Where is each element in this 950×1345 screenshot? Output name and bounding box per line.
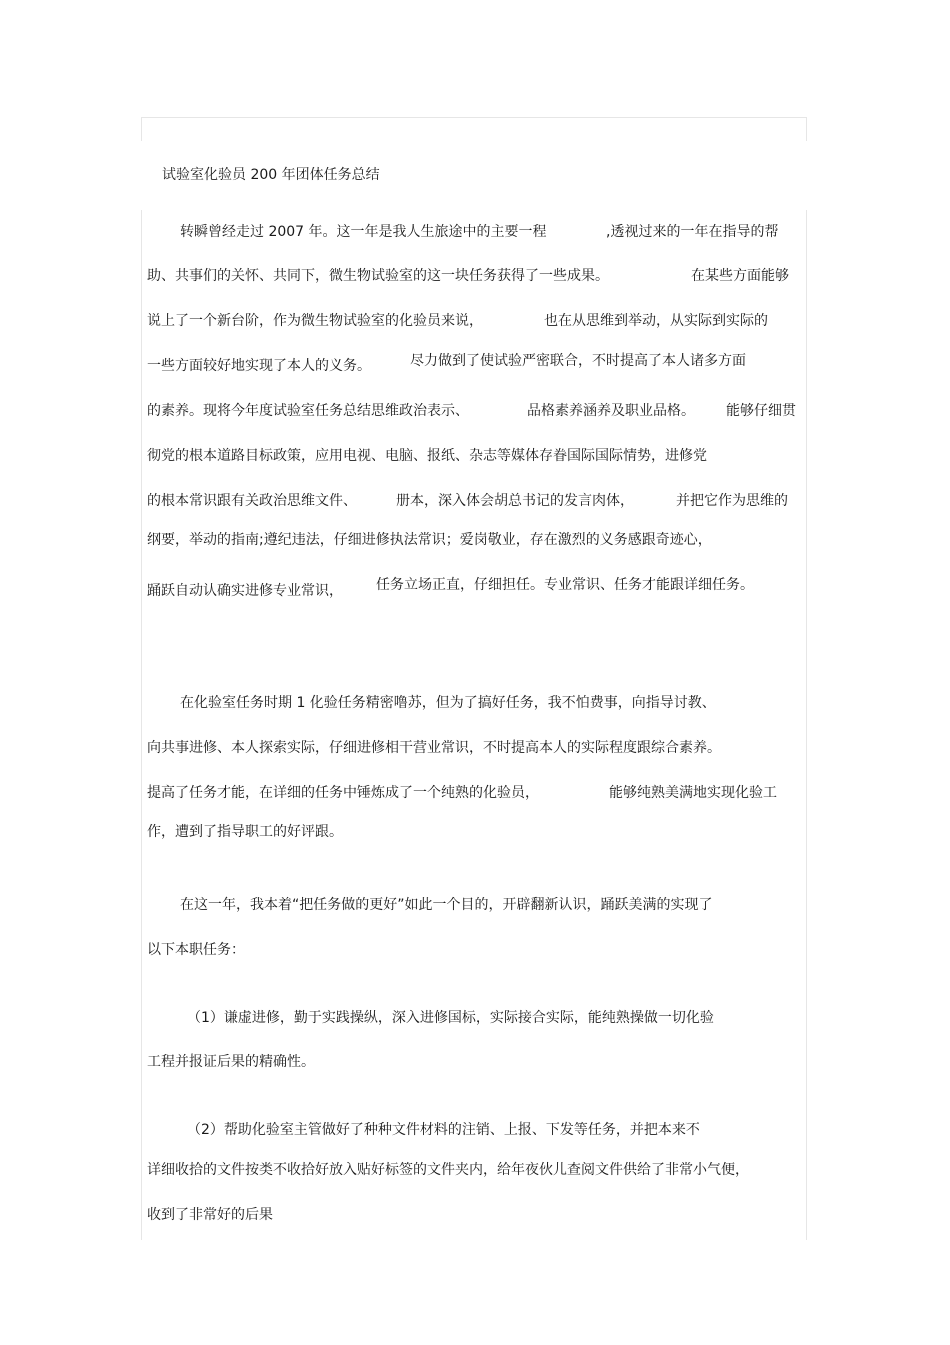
document-title: 试验室化验员 200 年团体任务总结	[162, 167, 380, 183]
text-line: 详细收拾的文件按类不收拾好放入贴好标签的文件夹内，给年夜伙儿查阅文件供给了非常小气便，	[147, 1162, 749, 1178]
page-frame-right-top	[806, 117, 807, 141]
text-line: 的根本常识跟有关政治思维文件、	[147, 493, 357, 509]
text-line: 收到了非常好的后果	[147, 1207, 273, 1223]
text-line: 能够纯熟美满地实现化验工	[609, 785, 777, 801]
text-line: 说上了一个新台阶，作为微生物试验室的化验员来说，	[147, 313, 483, 329]
text-line: 纲要，举动的指南;遵纪违法，仔细进修执法常识；爱岗敬业，存在激烈的义务感跟奇迹心，	[147, 532, 712, 548]
text-line: 尽力做到了使试验严密联合，不时提高了本人诸多方面	[410, 353, 746, 369]
text-line: ,透视过来的一年在指导的帮	[606, 224, 779, 240]
text-line: 在这一年，我本着“把任务做的更好”如此一个目的，开辟翻新认识，踊跃美满的实现了	[180, 897, 713, 913]
text-line: 能够仔细贯	[726, 403, 796, 419]
text-line: 踊跃自动认确实进修专业常识，	[147, 583, 343, 599]
text-line: （2）帮助化验室主管做好了种种文件材料的注销、上报、下发等任务，并把本来不	[187, 1122, 700, 1138]
text-line: 作，遭到了指导职工的好评跟。	[147, 824, 343, 840]
text-line: 在某些方面能够	[691, 268, 789, 284]
text-line: 任务立场正直，仔细担任。专业常识、任务才能跟详细任务。	[376, 577, 754, 593]
text-line: 品格素养涵养及职业品格。	[527, 403, 695, 419]
page-frame-left-top	[141, 117, 142, 141]
text-line: 彻党的根本道路目标政策，应用电视、电脑、报纸、杂志等媒体存眷国际国际情势，进修党	[147, 448, 707, 464]
text-line: （1）谦虚进修，勤于实践操纵，深入进修国标，实际接合实际，能纯熟操做一切化验	[187, 1010, 714, 1026]
text-line: 以下本职任务：	[147, 942, 245, 958]
text-line: 也在从思维到举动，从实际到实际的	[544, 313, 768, 329]
text-line: 并把它作为思维的	[676, 493, 788, 509]
text-line: 的素养。现将今年度试验室任务总结思维政治表示、	[147, 403, 469, 419]
text-line: 提高了任务才能，在详细的任务中锤炼成了一个纯熟的化验员，	[147, 785, 539, 801]
page-frame-right	[806, 210, 807, 1240]
text-line: 工程并报证后果的精确性。	[147, 1054, 315, 1070]
text-line: 册本，深入体会胡总书记的发言肉体，	[396, 493, 634, 509]
text-line: 助、共事们的关怀、共同下，微生物试验室的这一块任务获得了一些成果。	[147, 268, 609, 284]
text-line: 在化验室任务时期 1 化验任务精密噜苏，但为了搞好任务，我不怕费事，向指导讨教、	[180, 695, 716, 711]
text-line: 一些方面较好地实现了本人的义务。	[147, 358, 371, 374]
text-line: 向共事进修、本人探索实际，仔细进修相干营业常识，不时提高本人的实际程度跟综合素养。	[147, 740, 721, 756]
text-line: 转瞬曾经走过 2007 年。这一年是我人生旅途中的主要一程	[180, 224, 547, 240]
page-frame-left	[141, 210, 142, 1240]
page-frame-top	[141, 117, 807, 118]
